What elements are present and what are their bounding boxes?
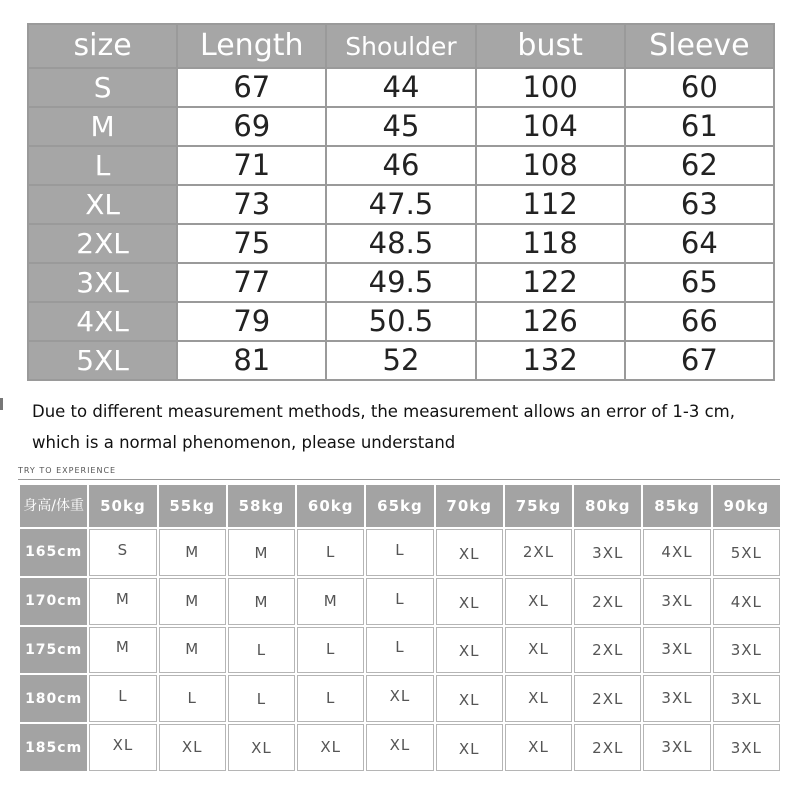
recommended-size-text: 3XL	[661, 738, 693, 757]
height-label: 175cm	[20, 627, 87, 674]
recommended-size-text: 2XL	[592, 739, 624, 758]
recommended-size	[643, 675, 710, 722]
recommended-size-text: S	[117, 540, 129, 559]
recommended-size	[89, 578, 156, 625]
size-row	[28, 224, 774, 263]
bust-value: 104	[476, 107, 625, 146]
recommended-size-text: M	[254, 592, 269, 611]
length-value: 77	[177, 263, 326, 302]
length-value: 67	[177, 68, 326, 107]
recommended-size-text: XL	[458, 593, 480, 612]
recommended-size	[505, 724, 572, 771]
header-bust: bust	[476, 24, 625, 68]
recommended-size	[366, 529, 433, 576]
recommended-size	[436, 529, 503, 576]
recommended-size-text: XL	[528, 738, 549, 757]
weight-header: 75kg	[505, 485, 572, 527]
recommended-size-text: XL	[320, 738, 342, 757]
recommended-size	[366, 578, 433, 625]
size-chart-header	[28, 24, 774, 68]
fit-row	[20, 578, 780, 625]
fit-chart-body	[20, 529, 780, 771]
size-label: 3XL	[28, 263, 177, 302]
recommended-size-text: M	[185, 591, 200, 610]
recommended-size-text: L	[395, 589, 405, 608]
recommended-size-text: XL	[112, 736, 134, 755]
recommended-size-text: L	[395, 638, 405, 657]
shoulder-value: 47.5	[326, 185, 475, 224]
recommended-size-text: 4XL	[730, 592, 762, 611]
recommended-size-text: XL	[528, 591, 549, 610]
shoulder-value: 48.5	[326, 224, 475, 263]
length-value: 71	[177, 146, 326, 185]
recommended-size	[297, 627, 364, 674]
recommended-size-text: 5XL	[730, 543, 762, 562]
recommended-size-text: 3XL	[661, 640, 693, 659]
recommended-size-text: L	[187, 689, 197, 708]
recommended-size	[713, 724, 780, 771]
recommended-size	[505, 529, 572, 576]
recommended-size-text: L	[118, 687, 128, 706]
recommended-size	[89, 724, 156, 771]
size-label: 2XL	[28, 224, 177, 263]
recommended-size	[159, 529, 226, 576]
recommended-size-text: L	[326, 689, 336, 708]
recommended-size-text: XL	[458, 642, 480, 661]
recommended-size	[89, 675, 156, 722]
bust-value: 132	[476, 341, 625, 380]
weight-header: 55kg	[159, 485, 226, 527]
recommended-size	[366, 675, 433, 722]
recommended-size	[436, 724, 503, 771]
size-label: S	[28, 68, 177, 107]
size-chart-body	[28, 68, 774, 380]
recommended-size-text: XL	[528, 640, 549, 659]
notice-line-1: Due to different measurement methods, the measurement allows an error of 1-3 cm,	[32, 402, 735, 421]
recommended-size	[159, 627, 226, 674]
size-label: M	[28, 107, 177, 146]
recommended-size	[574, 529, 641, 576]
size-row	[28, 185, 774, 224]
bust-value: 112	[476, 185, 625, 224]
recommended-size-text: 3XL	[730, 690, 762, 709]
size-label: 4XL	[28, 302, 177, 341]
shoulder-value: 52	[326, 341, 475, 380]
header-shoulder: Shoulder	[326, 24, 475, 68]
fit-row	[20, 675, 780, 722]
bust-value: 118	[476, 224, 625, 263]
size-row	[28, 341, 774, 380]
recommended-size-text: XL	[389, 736, 411, 755]
sleeve-value: 60	[625, 68, 774, 107]
recommended-size	[505, 578, 572, 625]
weight-header: 50kg	[89, 485, 156, 527]
recommended-size	[713, 627, 780, 674]
fit-chart-header	[20, 485, 780, 527]
fit-row	[20, 529, 780, 576]
weight-header: 90kg	[713, 485, 780, 527]
sleeve-value: 65	[625, 263, 774, 302]
length-value: 81	[177, 341, 326, 380]
shoulder-value: 49.5	[326, 263, 475, 302]
height-weight-corner: 身高/体重	[20, 485, 87, 527]
height-label: 180cm	[20, 675, 87, 722]
recommended-size	[643, 529, 710, 576]
recommended-size	[574, 578, 641, 625]
recommended-size	[366, 627, 433, 674]
recommended-size-text: 3XL	[661, 689, 693, 708]
length-value: 73	[177, 185, 326, 224]
recommended-size-text: 4XL	[661, 542, 693, 561]
recommended-size-text: L	[395, 540, 405, 559]
recommended-size	[643, 724, 710, 771]
recommended-size	[89, 627, 156, 674]
recommended-size	[159, 578, 226, 625]
shoulder-value: 44	[326, 68, 475, 107]
recommended-size-text: L	[256, 690, 267, 709]
recommended-size	[574, 724, 641, 771]
recommended-size-text: M	[115, 589, 130, 608]
recommended-size	[228, 578, 295, 625]
height-label: 185cm	[20, 724, 87, 771]
recommended-size-text: M	[323, 591, 338, 610]
size-row	[28, 68, 774, 107]
recommended-size-text: 3XL	[592, 543, 624, 562]
recommended-size-text: XL	[181, 738, 203, 757]
recommended-size-text: M	[254, 543, 269, 562]
measurement-notice	[32, 396, 792, 458]
recommended-size-text: L	[326, 542, 336, 561]
size-row	[28, 107, 774, 146]
fit-chart-header-row	[20, 485, 780, 527]
recommended-size	[228, 724, 295, 771]
recommended-size-text: M	[185, 542, 200, 561]
recommended-size-text: XL	[389, 687, 411, 706]
recommended-size-text: 3XL	[730, 641, 762, 660]
sleeve-value: 66	[625, 302, 774, 341]
height-label: 170cm	[20, 578, 87, 625]
recommended-size	[505, 675, 572, 722]
recommended-size-text: XL	[458, 544, 480, 563]
recommended-size-text: 2XL	[522, 542, 555, 561]
header-length: Length	[177, 24, 326, 68]
shoulder-value: 46	[326, 146, 475, 185]
bust-value: 122	[476, 263, 625, 302]
size-row	[28, 302, 774, 341]
sleeve-value: 61	[625, 107, 774, 146]
try-to-experience-label: TRY TO EXPERIENCE	[18, 466, 117, 475]
length-value: 75	[177, 224, 326, 263]
recommended-size	[297, 529, 364, 576]
recommended-size	[228, 627, 295, 674]
bust-value: 108	[476, 146, 625, 185]
recommended-size	[436, 627, 503, 674]
length-value: 79	[177, 302, 326, 341]
recommended-size	[713, 529, 780, 576]
size-row	[28, 263, 774, 302]
recommended-size-text: L	[256, 641, 267, 660]
recommended-size	[643, 578, 710, 625]
recommended-size-text: 2XL	[592, 592, 624, 611]
size-label: XL	[28, 185, 177, 224]
recommended-size	[713, 578, 780, 625]
recommended-size	[366, 724, 433, 771]
recommended-size	[436, 578, 503, 625]
recommended-size	[643, 627, 710, 674]
recommended-size	[297, 675, 364, 722]
recommended-size	[297, 578, 364, 625]
recommended-size	[159, 724, 226, 771]
notice-marker	[0, 398, 3, 410]
notice-line-2: which is a normal phenomenon, please understand	[32, 433, 456, 452]
header-size: size	[28, 24, 177, 68]
recommended-size	[505, 627, 572, 674]
size-chart-header-row	[28, 24, 774, 68]
recommended-size-text: XL	[458, 740, 480, 759]
sleeve-value: 64	[625, 224, 774, 263]
recommended-size	[89, 529, 156, 576]
recommended-size-text: XL	[458, 691, 480, 710]
shoulder-value: 50.5	[326, 302, 475, 341]
length-value: 69	[177, 107, 326, 146]
weight-header: 85kg	[643, 485, 710, 527]
weight-header: 60kg	[297, 485, 364, 527]
sleeve-value: 63	[625, 185, 774, 224]
recommended-size-text: 3XL	[661, 591, 693, 610]
weight-header: 70kg	[436, 485, 503, 527]
recommended-size	[713, 675, 780, 722]
size-label: 5XL	[28, 341, 177, 380]
recommended-size-text: L	[326, 640, 336, 659]
recommended-size-text: M	[185, 640, 200, 659]
sleeve-value: 62	[625, 146, 774, 185]
weight-header: 65kg	[366, 485, 433, 527]
size-row	[28, 146, 774, 185]
header-sleeve: Sleeve	[625, 24, 774, 68]
recommended-size-text: XL	[528, 689, 549, 708]
recommended-size-text: XL	[251, 739, 272, 758]
recommended-size	[574, 627, 641, 674]
shoulder-value: 45	[326, 107, 475, 146]
size-chart-table	[27, 23, 775, 381]
recommended-size	[436, 675, 503, 722]
sleeve-value: 67	[625, 341, 774, 380]
fit-row	[20, 724, 780, 771]
recommended-size	[297, 724, 364, 771]
weight-header: 80kg	[574, 485, 641, 527]
recommended-size	[228, 529, 295, 576]
recommended-size	[159, 675, 226, 722]
recommended-size-text: 2XL	[592, 641, 624, 660]
weight-header: 58kg	[228, 485, 295, 527]
bust-value: 100	[476, 68, 625, 107]
recommended-size	[574, 675, 641, 722]
section-divider	[18, 479, 780, 480]
recommended-size-text: 3XL	[730, 739, 762, 758]
recommended-size-text: 2XL	[592, 690, 624, 709]
height-label: 165cm	[20, 529, 87, 576]
size-label: L	[28, 146, 177, 185]
bust-value: 126	[476, 302, 625, 341]
recommended-size	[228, 675, 295, 722]
fit-row	[20, 627, 780, 674]
recommended-size-text: M	[115, 638, 130, 657]
height-weight-fit-table	[18, 483, 782, 773]
